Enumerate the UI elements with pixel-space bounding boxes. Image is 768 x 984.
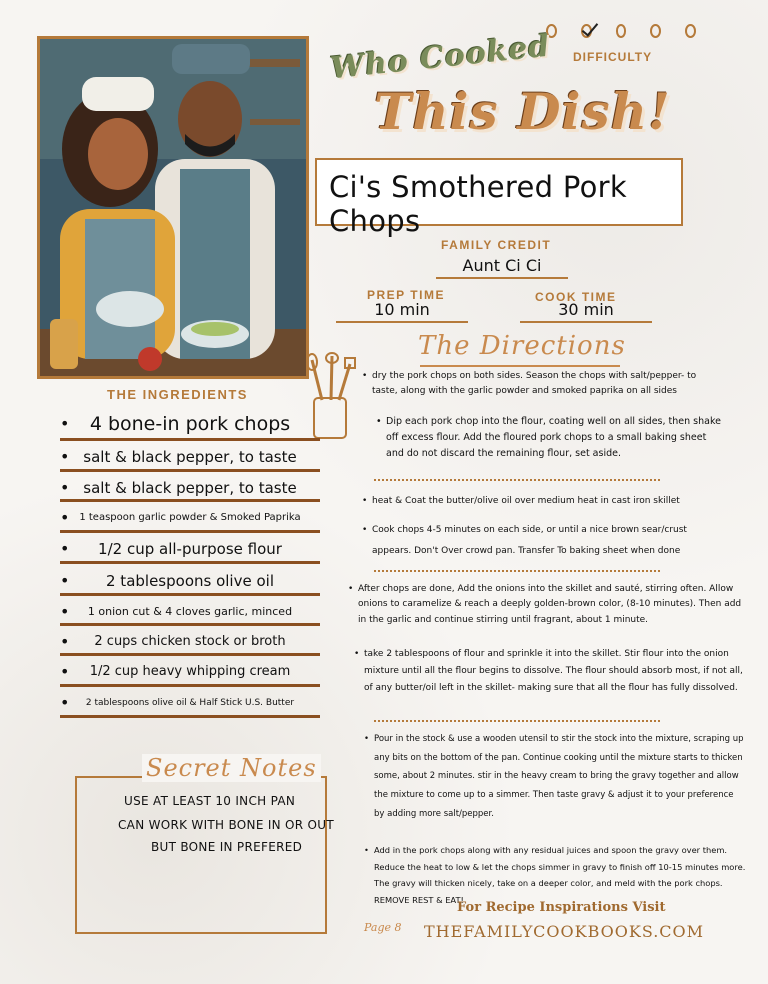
difficulty-label: DIFFICULTY [573, 50, 653, 64]
direction-step: • take 2 tablespoons of flour and sprinkle it into the skillet. Stir flour into the onion mixture until all the flour begins to dissolve. The flour should absorb most, if not all, of any butter/oil left in the skillet- making sure that all the flour has fully dissolved. [354, 649, 743, 694]
direction-step: • dry the pork chops on both sides. Season the chops with salt/pepper- to taste, along with the garlic powder and smoked paprika on all sides [362, 371, 697, 397]
directions-heading-underline [420, 365, 620, 367]
family-credit-label: FAMILY CREDIT [441, 238, 552, 252]
ingredient-item: • 4 bone-in pork chops [60, 404, 320, 441]
prep-time-value: 10 min [336, 300, 468, 323]
direction-step: • After chops are done, Add the onions into the skillet and sauté, stirring often. Allow onions to caramelize & reach a deeply golden-brown color, (8-10 minutes). Then add in the garlic and continue stirring until fragrant, about 1 minute. [348, 584, 742, 625]
check-icon [581, 24, 592, 38]
step-divider [374, 570, 660, 572]
directions-heading: The Directions [418, 331, 626, 361]
secret-note-line: BUT BONE IN PREFERED [151, 840, 303, 854]
prep-time-label: PREP TIME [367, 288, 445, 302]
direction-step: • Cook chops 4-5 minutes on each side, or until a nice brown sear/crust appears. Don't Over crowd pan. Transfer To baking sheet when done [362, 525, 687, 556]
ingredient-item: • 1 teaspoon garlic powder & Smoked Paprika [60, 502, 320, 533]
step-divider [374, 720, 660, 722]
ingredients-list [60, 404, 320, 718]
page-number: Page 8 [364, 921, 402, 934]
ingredient-item: • 2 tablespoons olive oil [60, 564, 320, 596]
cook-time-value: 30 min [520, 300, 652, 323]
ingredient-item: • 1/2 cup heavy whipping cream [60, 656, 320, 687]
secret-note-line: USE AT LEAST 10 INCH PAN [124, 794, 296, 808]
direction-step: • heat & Coat the butter/olive oil over medium heat in cast iron skillet [362, 496, 680, 506]
difficulty-dot-5 [685, 24, 696, 38]
ingredient-item: • 1/2 cup all-purpose flour [60, 533, 320, 564]
difficulty-dot-4 [650, 24, 661, 38]
ingredient-item: • 2 tablespoons olive oil & Half Stick U.S. Butter [60, 687, 320, 718]
ingredients-heading: THE INGREDIENTS [107, 387, 248, 402]
ingredient-item: • salt & black pepper, to taste [60, 441, 320, 472]
difficulty-rating [546, 24, 696, 68]
ingredient-item: • 2 cups chicken stock or broth [60, 626, 320, 656]
ingredient-item: • 1 onion cut & 4 cloves garlic, minced [60, 596, 320, 626]
ingredient-item: • salt & black pepper, to taste [60, 472, 320, 502]
recipe-title: Ci's Smothered Pork Chops [329, 170, 627, 238]
footer-visit-text: For Recipe Inspirations Visit [457, 900, 666, 915]
cooks-illustration [37, 36, 309, 379]
headline-who-cooked: Who Cooked [328, 28, 552, 87]
cook-time-label: COOK TIME [535, 290, 617, 304]
secret-note-line: CAN WORK WITH BONE IN OR OUT [118, 818, 335, 832]
recipe-title-box [315, 158, 683, 238]
secret-notes-heading: Secret Notes [142, 754, 321, 782]
step-divider [374, 479, 660, 481]
family-credit-value: Aunt Ci Ci [436, 256, 568, 279]
difficulty-dot-3 [616, 24, 627, 38]
footer-website-link[interactable]: THEFAMILYCOOKBOOKS.COM [424, 922, 705, 941]
direction-step: • Add in the pork chops along with any residual juices and spoon the gravy over them. Reduce the heat to low & let the chops simmer in gravy to finish off 10-15 minutes more. The gravy will thicken nicely, take on a deeper color, and meld with the pork chops. REMOVE REST & EAT! [364, 845, 746, 905]
direction-step: • Dip each pork chop into the flour, coating well on all sides, then shake off excess flour. Add the floured pork chops to a small baking sheet and do not discard the remaining flour, set aside. [376, 416, 721, 460]
headline-this-dish: This Dish! [374, 82, 671, 141]
direction-step: • Pour in the stock & use a wooden utensil to stir the stock into the mixture, scraping up any bits on the bottom of the pan. Continue cooking until the mixture starts to thicken some, about 2 minutes. stir in the heavy cream to bring the gravy together and allow the mixture to come up to a simmer. Then taste gravy & adjust it to your preference by adding more salt/pepper. [364, 734, 744, 819]
